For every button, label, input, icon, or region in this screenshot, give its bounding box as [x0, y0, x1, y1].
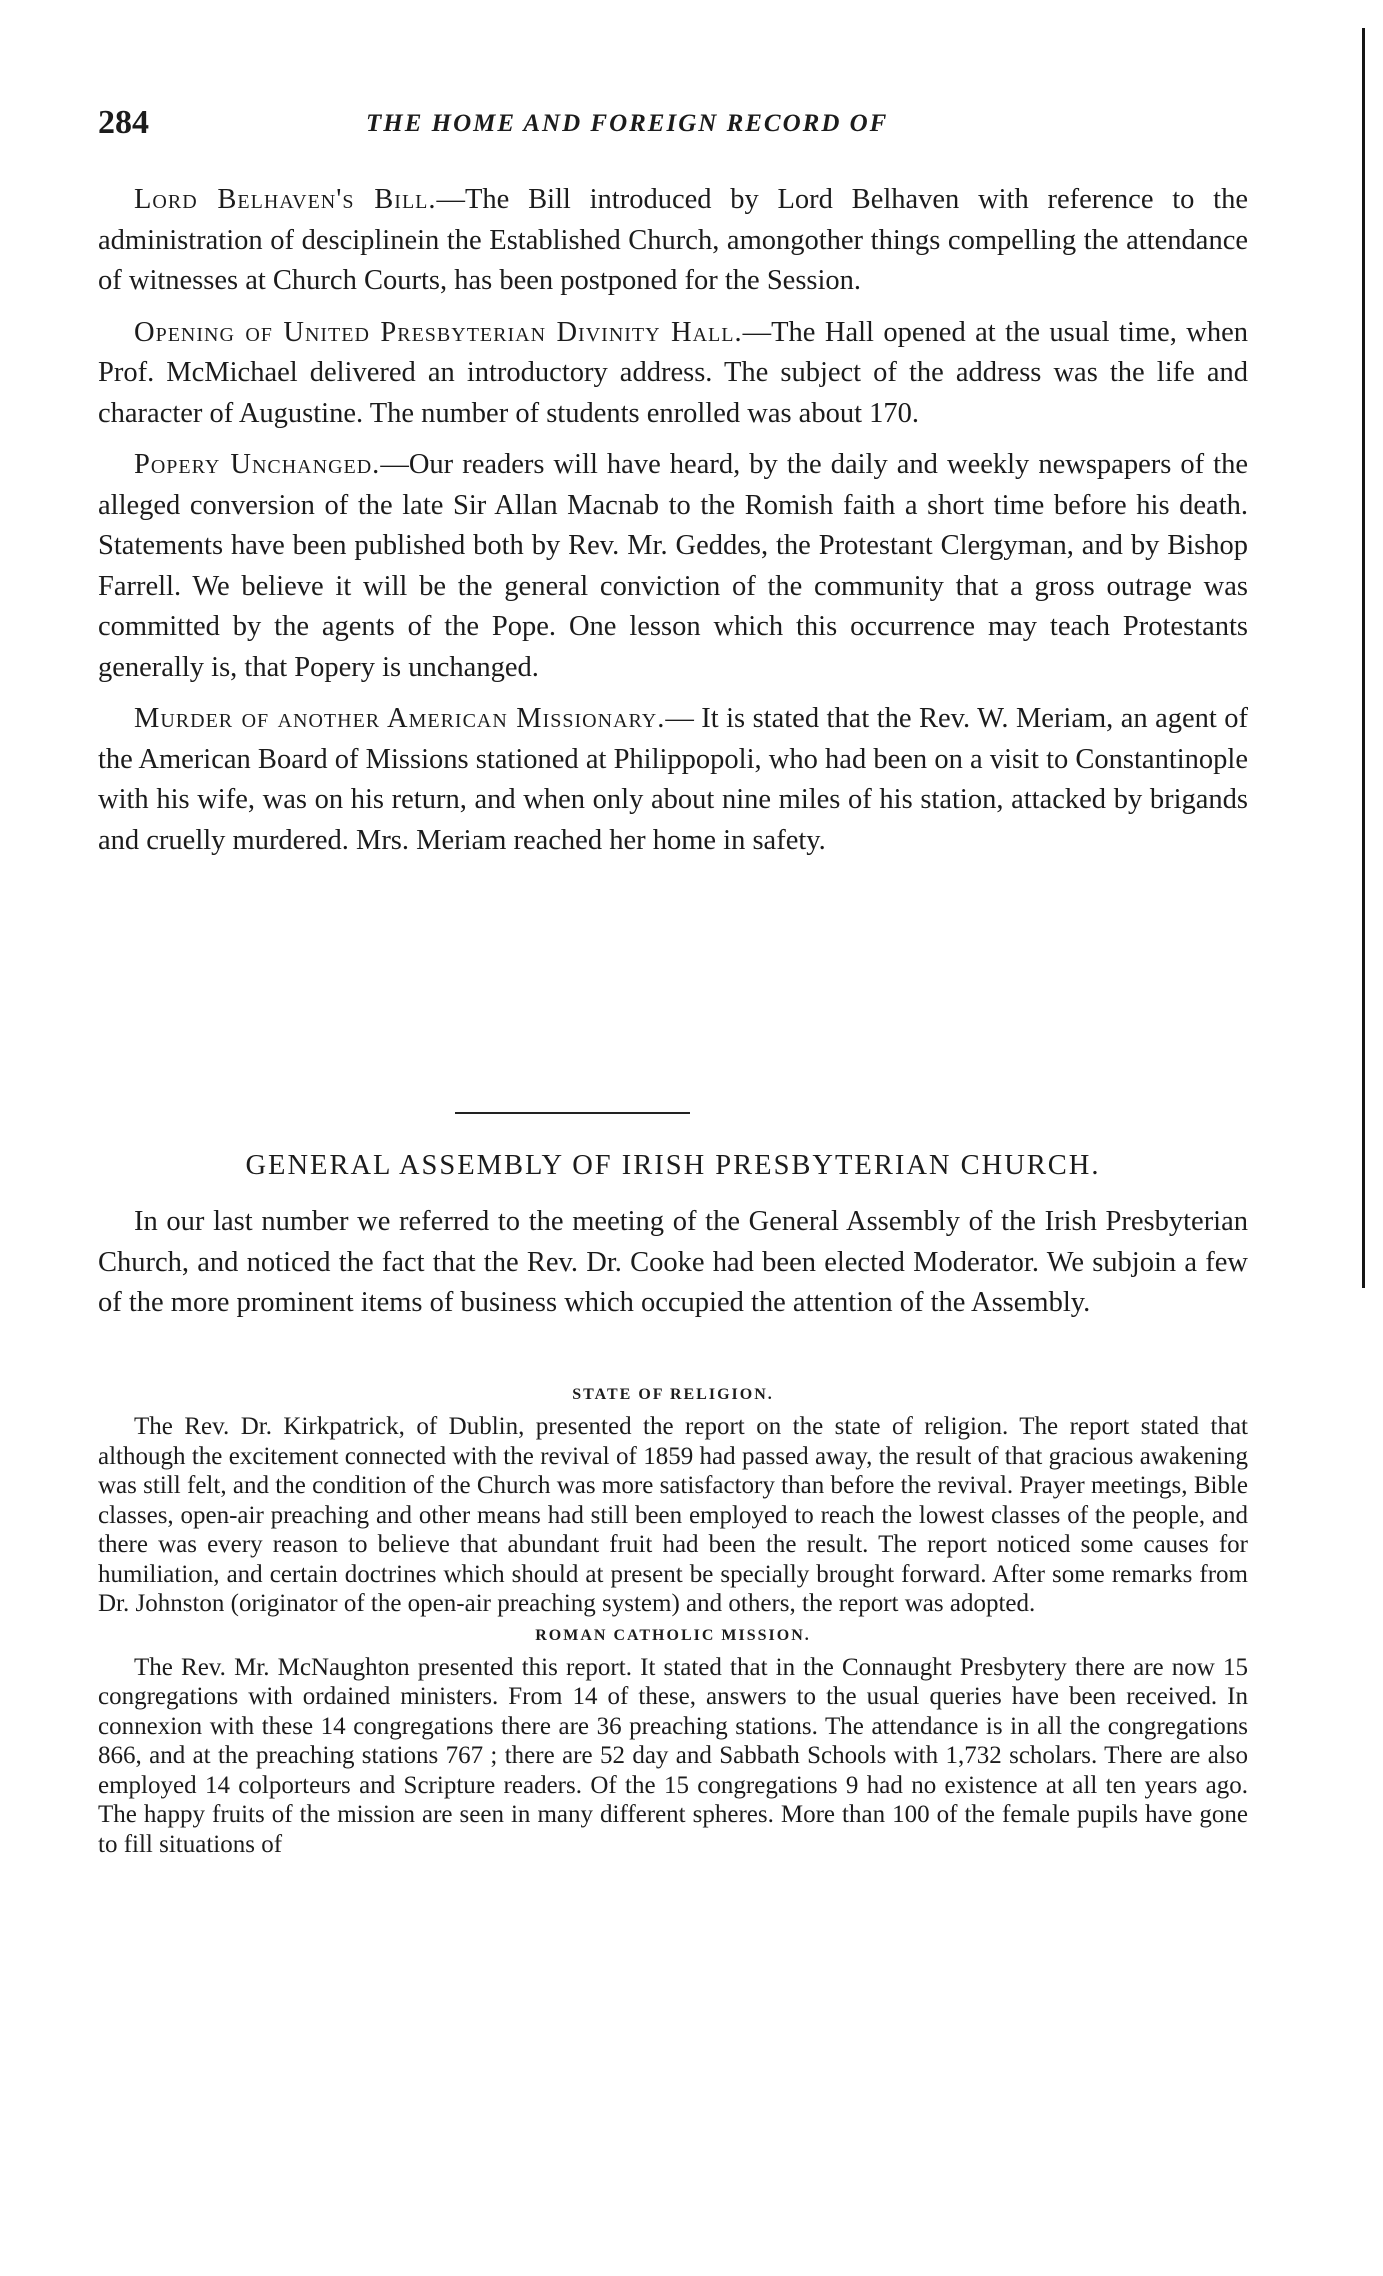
news-item-heading: Popery Unchanged.: [134, 449, 381, 480]
assembly-reports: [98, 1378, 1248, 1863]
section-divider: [455, 1112, 690, 1114]
state-of-religion-heading: STATE OF RELIGION.: [572, 1386, 774, 1403]
assembly-intro-block: [98, 1202, 1248, 1335]
state-of-religion-text: The Rev. Dr. Kirkpatrick, of Dublin, presented the report on the state of religion. The report stated that although the excitement connected with the revival of 1859 had passed away, the result of that gracious awakening was still felt, and the condition of the Church was more satisfactory than before the revival. Prayer meetings, Bible classes, open-air preaching and other means had still been employed to reach the lowest classes of the people, and there was every reason to believe that abundant fruit had been the result. The report noticed some causes for humiliation, and certain doctrines which should at present be specially brought forward. After some remarks from Dr. Johnston (originator of the open-air preaching system) and others, the report was adopted.: [98, 1413, 1248, 1617]
scan-edge-line: [1362, 28, 1365, 1288]
news-items: [98, 180, 1248, 872]
page-number: 284: [98, 104, 149, 141]
assembly-title: GENERAL ASSEMBLY OF IRISH PRESBYTERIAN CHURCH.: [245, 1150, 1101, 1181]
news-item-heading: Murder of another American Missionary.: [134, 703, 666, 734]
news-item-text: —The Bill introduced by Lord Belhaven with reference to the administration of desciplinein the Established Church, amongother things compelling the attendance of witnesses at Church Courts, has been postponed for the Session.: [98, 184, 1248, 296]
roman-catholic-mission-text: The Rev. Mr. McNaughton presented this report. It stated that in the Connaught Presbytery there are now 15 congregations with ordained ministers. From 14 of these, answers to the usual queries have been received. In connexion with these 14 congregations there are 36 preaching stations. The attendance is in all the congregations 866, and at the preaching stations 767 ; there are 52 day and Sabbath Schools with 1,732 scholars. There are also employed 14 colporteurs and Scripture readers. Of the 15 congregations 9 had no existence at all ten years ago. The happy fruits of the mission are seen in many different spheres. More than 100 of the female pupils have gone to fill situations of: [98, 1653, 1248, 1858]
news-item-text: — It is stated that the Rev. W. Meriam, an agent of the American Board of Missions stationed at Philippopoli, who had been on a visit to Constantinople with his wife, was on his return, and when only about nine miles of his station, attacked by brigands and cruelly murdered. Mrs. Meriam reached her home in safety.: [98, 703, 1249, 856]
page-header: [98, 104, 1248, 144]
news-item: [98, 180, 1248, 302]
news-item: [98, 699, 1248, 861]
news-item-heading: Lord Belhaven's Bill.: [134, 184, 437, 215]
news-item-text: —The Hall opened at the usual time, when Prof. McMichael delivered an introductory address. The subject of the address was the life and character of Augustine. The number of students enrolled was about 170.: [98, 316, 1249, 429]
news-item: [98, 313, 1248, 435]
news-item-heading: Opening of United Presbyterian Divinity Hall.: [134, 316, 743, 348]
roman-catholic-mission-heading: ROMAN CATHOLIC MISSION.: [535, 1626, 811, 1644]
running-title: THE HOME AND FOREIGN RECORD OF: [366, 110, 889, 137]
news-item-text: —Our readers will have heard, by the daily and weekly newspapers of the alleged conversion of the late Sir Allan Macnab to the Romish faith a short time before his death. Statements have been published both by Rev. Mr. Geddes, the Protestant Clergyman, and by Bishop Farrell. We believe it will be the general conviction of the community that a gross outrage was committed by the agents of the Pope. One lesson which this occurrence may teach Protestants generally is, that Popery is unchanged.: [98, 449, 1248, 683]
assembly-intro: In our last number we referred to the meeting of the General Assembly of the Irish Presbyterian Church, and noticed the fact that the Rev. Dr. Cooke had been elected Moderator. We subjoin a few of the more prominent items of business which occupied the attention of the Assembly.: [98, 1206, 1248, 1318]
news-item: [98, 445, 1248, 688]
